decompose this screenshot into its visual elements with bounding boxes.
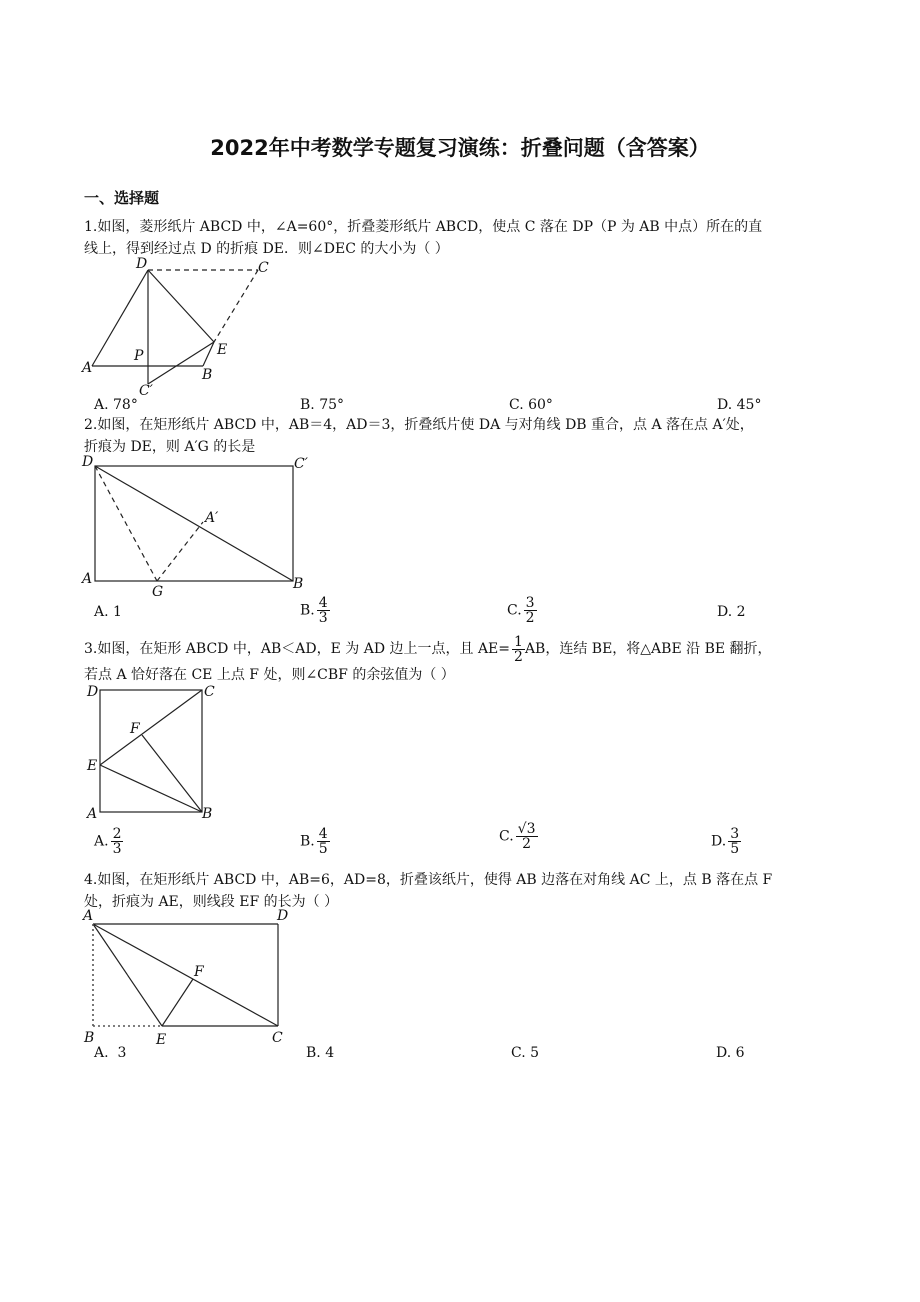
line-FB [142,735,202,812]
label-F: F [130,721,140,737]
q2-option-d[interactable]: D. 2 [717,604,746,620]
label-A: A [87,806,98,822]
q4-option-a[interactable]: A. 3 [94,1045,127,1061]
question-3-line-1 [84,634,844,664]
q3-option-a-fraction [111,827,124,856]
dashed-CE [214,270,258,342]
section-heading: 一、选择题 [84,189,160,207]
q2-option-c[interactable] [507,596,537,625]
q3-option-a-prefix: A. [94,833,109,850]
dashed-DG [95,466,157,581]
segment-EF [162,979,193,1026]
denominator: 5 [730,841,740,857]
label-E: E [87,758,98,774]
label-D: D [82,454,94,470]
label-A-prime: A′ [205,510,219,526]
question-4-line-1: 4.如图，在矩形纸片 ABCD 中，AB=6，AD=8，折叠该纸片，使得 AB 边落在对角线 AC 上，点 B 落在点 F [84,872,773,888]
question-1-figure [80,254,280,399]
diagonal-DB [95,466,293,581]
denominator: 5 [318,841,328,857]
question-4-figure [80,906,300,1051]
label-D: D [277,908,289,924]
label-A: A [83,908,94,924]
denominator: 3 [112,841,122,857]
q3-option-b-prefix: B. [300,833,315,850]
numerator: 2 [112,826,122,842]
q1-option-d[interactable]: D. 45° [717,397,762,413]
label-B: B [293,576,304,592]
q3-option-d-prefix: D. [711,833,727,850]
denominator: 2 [514,648,523,665]
q4-option-d[interactable]: D. 6 [716,1045,745,1061]
line-EC [100,690,202,765]
q4-option-b[interactable]: B. 4 [306,1045,335,1061]
label-G: G [152,584,164,600]
q2-option-c-prefix: C. [507,602,522,619]
line-EB [100,765,202,812]
label-D: D [136,256,148,272]
crease-DE [148,270,214,342]
question-4-line-2: 处，折痕为 AE，则线段 EF 的长为（ ） [84,894,339,910]
question-2-line-1: 2.如图，在矩形纸片 ABCD 中，AB＝4，AD＝3，折叠纸片使 DA 与对角线 DB 重合，点 A 落在点 A′处， [84,417,754,433]
q2-option-a[interactable]: A. 1 [94,604,122,620]
q3-option-c[interactable] [499,822,538,851]
numerator: 4 [318,826,328,842]
q3-inline-fraction [512,635,525,664]
question-3-line-2: 若点 A 恰好落在 CE 上点 F 处，则∠CBF 的余弦值为（ ） [84,667,455,683]
question-2-line-2: 折痕为 DE，则 A′G 的长是 [84,439,256,455]
numerator: 1 [514,633,523,650]
q3-option-d-fraction [728,827,741,856]
q2-option-b[interactable] [300,596,330,625]
numerator: 3 [525,595,535,611]
label-F: F [194,964,204,980]
q2-option-b-prefix: B. [300,602,315,619]
question-1-line-2: 线上，得到经过点 D 的折痕 DE．则∠DEC 的大小为（ ） [84,241,449,257]
q1-option-a[interactable]: A. 78° [94,397,138,413]
denominator: 3 [318,610,328,626]
q1-option-b[interactable]: B. 75° [300,397,345,413]
question-3 [84,634,844,686]
dashed-GA-prime [157,522,203,581]
numerator: 4 [318,595,328,611]
question-3-text-a: 3.如图，在矩形 ABCD 中，AB＜AD，E 为 AD 边上一点，且 AE= [84,641,511,657]
rectangle-ABCD [100,690,202,812]
q3-option-b-fraction [317,827,330,856]
q1-option-c[interactable]: C. 60° [509,397,553,413]
label-A: A [82,571,93,587]
label-B: B [202,806,213,822]
denominator: 2 [522,836,532,852]
question-2-figure [80,452,310,602]
crease-AE [93,924,162,1026]
q3-option-d[interactable] [711,827,741,856]
label-C: C′ [294,456,308,472]
label-P: P [134,348,144,364]
label-C: C [258,260,269,276]
label-E: E [156,1032,167,1048]
q2-option-b-fraction [317,596,330,625]
question-1-line-1: 1.如图，菱形纸片 ABCD 中，∠A=60°，折叠菱形纸片 ABCD，使点 C 落在 DP（P 为 AB 中点）所在的直 [84,219,763,235]
question-3-text-b: AB，连结 BE，将△ABE 沿 BE 翻折， [524,641,772,657]
q3-option-c-fraction [516,822,538,851]
label-C: C [272,1030,283,1046]
label-E: E [217,342,228,358]
label-B: B [202,367,213,383]
label-B: B [84,1030,95,1046]
label-C: C [204,684,215,700]
label-C-prime: C′ [139,383,153,399]
q4-option-c[interactable]: C. 5 [511,1045,540,1061]
denominator: 2 [525,610,535,626]
numerator: 3 [730,826,740,842]
question-3-figure [80,680,230,825]
q3-option-b[interactable] [300,827,330,856]
numerator: √3 [517,821,536,837]
diagonal-AC [93,924,278,1026]
label-A: A [82,360,93,376]
q3-option-c-prefix: C. [499,828,514,845]
q3-option-a[interactable] [94,827,123,856]
page-title: 2022年中考数学专题复习演练：折叠问题（含答案） [210,136,710,160]
q2-option-c-fraction [524,596,537,625]
label-D: D [87,684,99,700]
